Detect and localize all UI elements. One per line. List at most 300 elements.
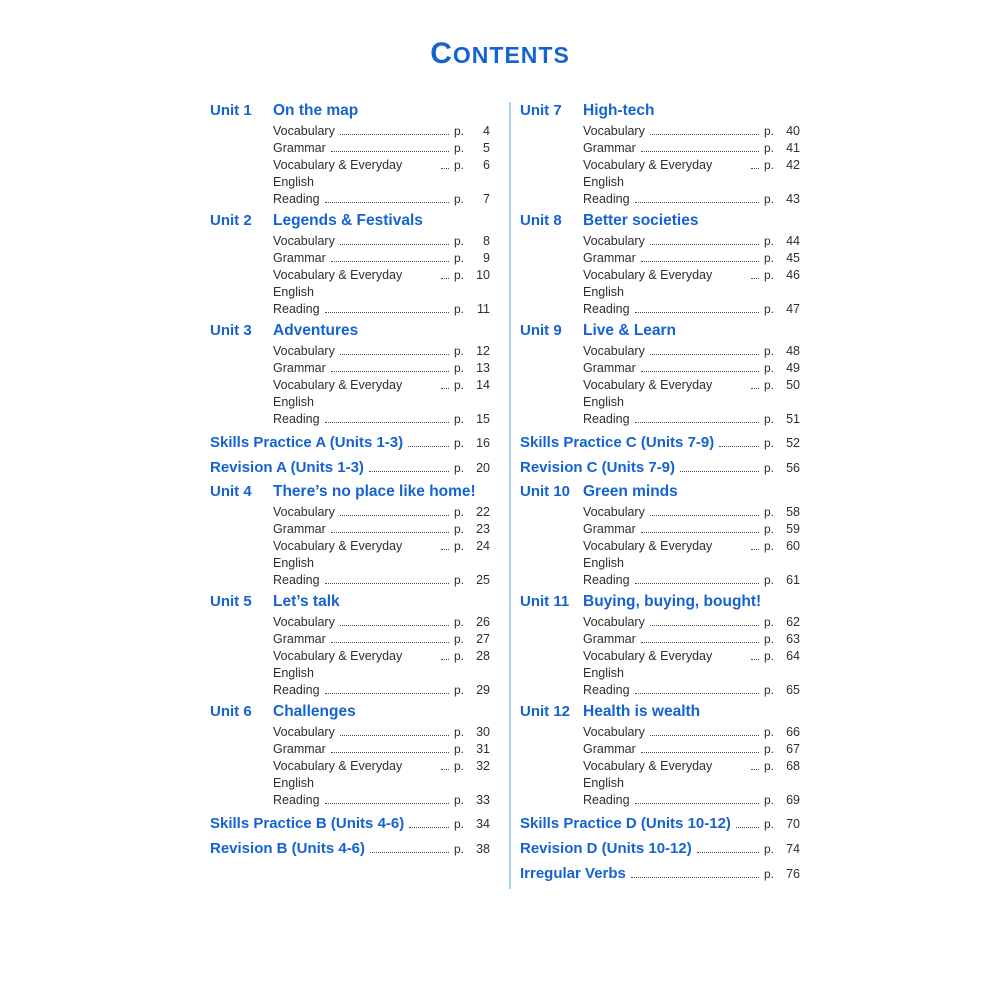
toc-entry (520, 682, 800, 699)
page-abbrev: p. (764, 522, 775, 536)
toc-entry (520, 572, 800, 589)
page-number: 16 (476, 436, 490, 450)
page-abbrev: p. (764, 124, 775, 138)
dotted-leader (331, 261, 449, 262)
dotted-leader (325, 202, 449, 203)
toc-entry (210, 572, 490, 589)
toc-entry (520, 758, 800, 792)
page-abbrev: p. (764, 539, 775, 553)
page-abbrev: p. (764, 842, 775, 856)
page-abbrev: p. (764, 742, 775, 756)
toc-section-label: Skills Practice A (Units 1-3) (210, 434, 404, 451)
dotted-leader (340, 625, 449, 626)
toc-entry (210, 682, 490, 699)
dotted-leader (325, 583, 449, 584)
page-number: 47 (786, 302, 800, 316)
unit-number: Unit 8 (520, 212, 562, 229)
unit-block (210, 102, 490, 208)
toc-entry-label: Vocabulary & Everyday English (273, 759, 403, 790)
toc-entry-label: Vocabulary & Everyday English (273, 268, 403, 299)
dotted-leader (650, 515, 759, 516)
toc-entry-label: Grammar (583, 251, 636, 265)
dotted-leader (751, 659, 759, 660)
toc-entry (520, 648, 800, 682)
toc-section-entry (520, 458, 800, 478)
toc-entry (520, 521, 800, 538)
toc-entry (210, 521, 490, 538)
page-number: 4 (483, 124, 490, 138)
toc-entry (210, 267, 490, 301)
unit-number: Unit 7 (520, 102, 562, 119)
dotted-leader (641, 642, 759, 643)
unit-title: Health is wealth (583, 703, 701, 720)
page-number: 66 (786, 725, 800, 739)
toc-entry-label: Grammar (273, 522, 326, 536)
page-number: 27 (476, 632, 490, 646)
unit-heading (520, 322, 800, 340)
page-abbrev: p. (454, 124, 465, 138)
page-number: 26 (476, 615, 490, 629)
dotted-leader (331, 642, 449, 643)
page-number: 45 (786, 251, 800, 265)
page-abbrev: p. (764, 683, 775, 697)
page-number: 61 (786, 573, 800, 587)
unit-number: Unit 1 (210, 102, 252, 119)
page-number: 68 (786, 759, 800, 773)
page-abbrev: p. (764, 251, 775, 265)
toc-entry (210, 741, 490, 758)
toc-entry-label: Reading (583, 192, 630, 206)
contents-column-left (210, 102, 490, 889)
toc-entry-label: Vocabulary (583, 615, 645, 629)
toc-entry (210, 631, 490, 648)
toc-entry-label: Grammar (583, 141, 636, 155)
toc-entry-label: Grammar (273, 632, 326, 646)
toc-entry (520, 301, 800, 318)
toc-entry-label: Reading (583, 683, 630, 697)
page-abbrev: p. (764, 867, 775, 881)
page-abbrev: p. (764, 302, 775, 316)
page-number: 10 (476, 268, 490, 282)
page-number: 12 (476, 344, 490, 358)
page-number: 34 (476, 817, 490, 831)
dotted-leader (325, 803, 449, 804)
toc-entry (210, 758, 490, 792)
page-abbrev: p. (454, 141, 465, 155)
toc-entry-label: Grammar (273, 361, 326, 375)
page-number: 59 (786, 522, 800, 536)
dotted-leader (650, 244, 759, 245)
page-number: 70 (786, 817, 800, 831)
page-number: 74 (786, 842, 800, 856)
dotted-leader (369, 471, 449, 472)
dotted-leader (650, 354, 759, 355)
unit-block (520, 212, 800, 318)
unit-heading (210, 212, 490, 230)
dotted-leader (650, 625, 759, 626)
page-abbrev: p. (764, 505, 775, 519)
page-number: 5 (483, 141, 490, 155)
unit-title: Live & Learn (583, 322, 677, 339)
page-abbrev: p. (454, 522, 465, 536)
page-abbrev: p. (764, 378, 775, 392)
toc-entry-label: Vocabulary (273, 725, 335, 739)
toc-section-entry (210, 433, 490, 453)
toc-entry-label: Grammar (583, 522, 636, 536)
toc-entry-label: Vocabulary (583, 344, 645, 358)
page-abbrev: p. (764, 793, 775, 807)
dotted-leader (641, 261, 759, 262)
page-abbrev: p. (454, 302, 465, 316)
page-abbrev: p. (764, 141, 775, 155)
page-abbrev: p. (764, 268, 775, 282)
page-number: 33 (476, 793, 490, 807)
toc-section-label: Revision A (Units 1-3) (210, 459, 364, 476)
toc-entry (520, 504, 800, 521)
unit-number: Unit 3 (210, 322, 252, 339)
dotted-leader (441, 659, 449, 660)
page-number: 67 (786, 742, 800, 756)
toc-entry (520, 267, 800, 301)
toc-entry-label: Reading (583, 573, 630, 587)
toc-entry-label: Vocabulary (273, 505, 335, 519)
toc-entry (520, 724, 800, 741)
page-number: 46 (786, 268, 800, 282)
toc-entry-label: Vocabulary & Everyday English (583, 378, 713, 409)
page-number: 31 (476, 742, 490, 756)
unit-heading (520, 593, 800, 611)
page-abbrev: p. (764, 192, 775, 206)
page-abbrev: p. (454, 412, 465, 426)
toc-section-label: Skills Practice B (Units 4-6) (210, 815, 405, 832)
toc-entry (520, 614, 800, 631)
page-abbrev: p. (454, 461, 465, 475)
toc-entry-label: Vocabulary & Everyday English (273, 158, 403, 189)
unit-heading (210, 322, 490, 340)
toc-section-entry (520, 433, 800, 453)
page-number: 15 (476, 412, 490, 426)
unit-block (210, 212, 490, 318)
page-abbrev: p. (454, 573, 465, 587)
toc-entry-label: Vocabulary & Everyday English (583, 268, 713, 299)
dotted-leader (736, 827, 759, 828)
toc-entry (520, 343, 800, 360)
page-number: 56 (786, 461, 800, 475)
toc-entry (520, 411, 800, 428)
unit-heading (210, 483, 490, 501)
toc-entry-label: Vocabulary (273, 615, 335, 629)
dotted-leader (331, 151, 449, 152)
page-abbrev: p. (454, 344, 465, 358)
page-number: 40 (786, 124, 800, 138)
page-abbrev: p. (454, 759, 465, 773)
page-number: 30 (476, 725, 490, 739)
page-number: 43 (786, 192, 800, 206)
contents-page (192, 36, 808, 964)
page-abbrev: p. (764, 361, 775, 375)
page-number: 28 (476, 649, 490, 663)
dotted-leader (751, 769, 759, 770)
page-abbrev: p. (454, 742, 465, 756)
unit-heading (210, 102, 490, 120)
toc-entry (520, 792, 800, 809)
toc-entry-label: Grammar (273, 141, 326, 155)
dotted-leader (751, 168, 759, 169)
page-abbrev: p. (764, 461, 775, 475)
unit-heading (210, 593, 490, 611)
unit-number: Unit 6 (210, 703, 252, 720)
toc-entry-label: Vocabulary (273, 124, 335, 138)
dotted-leader (751, 549, 759, 550)
unit-title: Legends & Festivals (273, 212, 423, 229)
toc-entry (210, 233, 490, 250)
unit-title: High-tech (583, 102, 655, 119)
toc-entry-label: Vocabulary (583, 505, 645, 519)
page-abbrev: p. (454, 793, 465, 807)
page-number: 29 (476, 683, 490, 697)
dotted-leader (441, 168, 449, 169)
toc-entry (520, 191, 800, 208)
unit-heading (520, 102, 800, 120)
unit-block (210, 593, 490, 699)
toc-entry-label: Grammar (583, 742, 636, 756)
toc-entry-label: Reading (583, 302, 630, 316)
page-title (192, 38, 808, 71)
page-number: 14 (476, 378, 490, 392)
toc-entry-label: Reading (273, 302, 320, 316)
dotted-leader (650, 134, 759, 135)
toc-entry (520, 140, 800, 157)
page-abbrev: p. (764, 436, 775, 450)
contents-columns (192, 102, 808, 889)
page-abbrev: p. (764, 632, 775, 646)
unit-title: Green minds (583, 483, 678, 500)
toc-entry (210, 250, 490, 267)
toc-entry-label: Vocabulary & Everyday English (583, 158, 713, 189)
dotted-leader (340, 244, 449, 245)
unit-title: Challenges (273, 703, 356, 720)
unit-title: Better societies (583, 212, 699, 229)
unit-title: Let’s talk (273, 593, 340, 610)
toc-entry (210, 614, 490, 631)
dotted-leader (441, 278, 449, 279)
dotted-leader (331, 532, 449, 533)
dotted-leader (635, 583, 759, 584)
page-number: 50 (786, 378, 800, 392)
dotted-leader (325, 422, 449, 423)
dotted-leader (641, 752, 759, 753)
page-abbrev: p. (764, 759, 775, 773)
page-abbrev: p. (764, 649, 775, 663)
toc-entry (210, 191, 490, 208)
page-abbrev: p. (454, 158, 465, 172)
page-number: 9 (483, 251, 490, 265)
toc-entry (210, 157, 490, 191)
dotted-leader (325, 693, 449, 694)
unit-heading (520, 212, 800, 230)
toc-entry-label: Reading (273, 793, 320, 807)
toc-entry-label: Grammar (583, 361, 636, 375)
toc-entry (520, 360, 800, 377)
toc-entry-label: Vocabulary (273, 234, 335, 248)
dotted-leader (641, 532, 759, 533)
toc-section-label: Irregular Verbs (520, 865, 626, 882)
dotted-leader (340, 515, 449, 516)
toc-section-entry (520, 864, 800, 884)
page-number: 44 (786, 234, 800, 248)
toc-entry-label: Vocabulary & Everyday English (583, 539, 713, 570)
dotted-leader (441, 769, 449, 770)
page-number: 65 (786, 683, 800, 697)
unit-heading (520, 483, 800, 501)
page-abbrev: p. (764, 817, 775, 831)
unit-block (520, 322, 800, 428)
page-number: 32 (476, 759, 490, 773)
unit-heading (210, 703, 490, 721)
toc-entry (210, 504, 490, 521)
toc-section-label: Skills Practice C (Units 7-9) (520, 434, 715, 451)
page-number: 48 (786, 344, 800, 358)
dotted-leader (370, 852, 449, 853)
page-abbrev: p. (454, 817, 465, 831)
toc-entry (520, 123, 800, 140)
page-abbrev: p. (454, 192, 465, 206)
dotted-leader (641, 371, 759, 372)
page-number: 42 (786, 158, 800, 172)
page-number: 7 (483, 192, 490, 206)
page-abbrev: p. (764, 725, 775, 739)
unit-block (520, 483, 800, 589)
page-abbrev: p. (454, 649, 465, 663)
toc-entry-label: Reading (273, 683, 320, 697)
page-abbrev: p. (454, 234, 465, 248)
toc-entry-label: Grammar (273, 742, 326, 756)
toc-entry (210, 360, 490, 377)
page-number: 25 (476, 573, 490, 587)
unit-number: Unit 11 (520, 593, 570, 610)
unit-heading (520, 703, 800, 721)
unit-number: Unit 10 (520, 483, 571, 500)
page-abbrev: p. (764, 344, 775, 358)
page-number: 23 (476, 522, 490, 536)
dotted-leader (408, 446, 449, 447)
page-number: 13 (476, 361, 490, 375)
page-number: 52 (786, 436, 800, 450)
toc-entry (520, 741, 800, 758)
unit-title: Buying, buying, bought! (583, 593, 762, 610)
toc-entry-label: Reading (273, 412, 320, 426)
page-number: 62 (786, 615, 800, 629)
dotted-leader (325, 312, 449, 313)
toc-entry (210, 724, 490, 741)
unit-title: There’s no place like home! (273, 483, 476, 500)
dotted-leader (697, 852, 759, 853)
column-divider (509, 102, 511, 889)
contents-column-right (520, 102, 800, 889)
toc-entry (210, 377, 490, 411)
page-abbrev: p. (764, 615, 775, 629)
toc-entry (520, 157, 800, 191)
toc-entry-label: Vocabulary (583, 234, 645, 248)
toc-section-entry (210, 839, 490, 859)
toc-section-label: Revision B (Units 4-6) (210, 840, 366, 857)
toc-section-label: Skills Practice D (Units 10-12) (520, 815, 731, 832)
unit-block (210, 483, 490, 589)
toc-entry (520, 377, 800, 411)
page-abbrev: p. (764, 158, 775, 172)
page-abbrev: p. (454, 615, 465, 629)
dotted-leader (635, 202, 759, 203)
toc-section-entry (520, 814, 800, 834)
toc-section-entry (520, 839, 800, 859)
dotted-leader (635, 422, 759, 423)
page-number: 6 (483, 158, 490, 172)
toc-entry-label: Reading (583, 793, 630, 807)
page-number: 11 (477, 302, 490, 316)
page-abbrev: p. (454, 268, 465, 282)
page-number: 51 (786, 412, 800, 426)
toc-entry-label: Reading (583, 412, 630, 426)
dotted-leader (409, 827, 449, 828)
toc-entry (210, 648, 490, 682)
dotted-leader (635, 693, 759, 694)
toc-entry (520, 631, 800, 648)
page-number: 49 (786, 361, 800, 375)
unit-title: Adventures (273, 322, 359, 339)
toc-entry-label: Vocabulary (273, 344, 335, 358)
unit-block (520, 102, 800, 208)
page-number: 24 (476, 539, 490, 553)
page-number: 22 (476, 505, 490, 519)
page-title-initial: C (430, 37, 453, 70)
page-abbrev: p. (454, 378, 465, 392)
toc-entry (210, 123, 490, 140)
unit-number: Unit 9 (520, 322, 562, 339)
toc-entry (520, 233, 800, 250)
page-number: 69 (786, 793, 800, 807)
toc-entry-label: Vocabulary (583, 725, 645, 739)
dotted-leader (635, 803, 759, 804)
unit-number: Unit 5 (210, 593, 252, 610)
page-abbrev: p. (454, 505, 465, 519)
toc-entry-label: Vocabulary & Everyday English (583, 649, 713, 680)
toc-entry (210, 301, 490, 318)
page-abbrev: p. (764, 573, 775, 587)
dotted-leader (340, 134, 449, 135)
toc-section-entry (210, 458, 490, 478)
unit-number: Unit 2 (210, 212, 252, 229)
toc-entry (210, 411, 490, 428)
dotted-leader (680, 471, 759, 472)
dotted-leader (751, 388, 759, 389)
toc-entry-label: Grammar (273, 251, 326, 265)
toc-entry-label: Reading (273, 192, 320, 206)
unit-block (520, 593, 800, 699)
toc-entry-label: Grammar (583, 632, 636, 646)
dotted-leader (331, 752, 449, 753)
dotted-leader (441, 549, 449, 550)
dotted-leader (751, 278, 759, 279)
toc-entry (210, 538, 490, 572)
page-abbrev: p. (764, 234, 775, 248)
page-abbrev: p. (454, 842, 465, 856)
page-abbrev: p. (454, 632, 465, 646)
dotted-leader (331, 371, 449, 372)
toc-entry-label: Vocabulary & Everyday English (273, 649, 403, 680)
page-number: 60 (786, 539, 800, 553)
toc-entry (210, 792, 490, 809)
toc-section-label: Revision D (Units 10-12) (520, 840, 692, 857)
